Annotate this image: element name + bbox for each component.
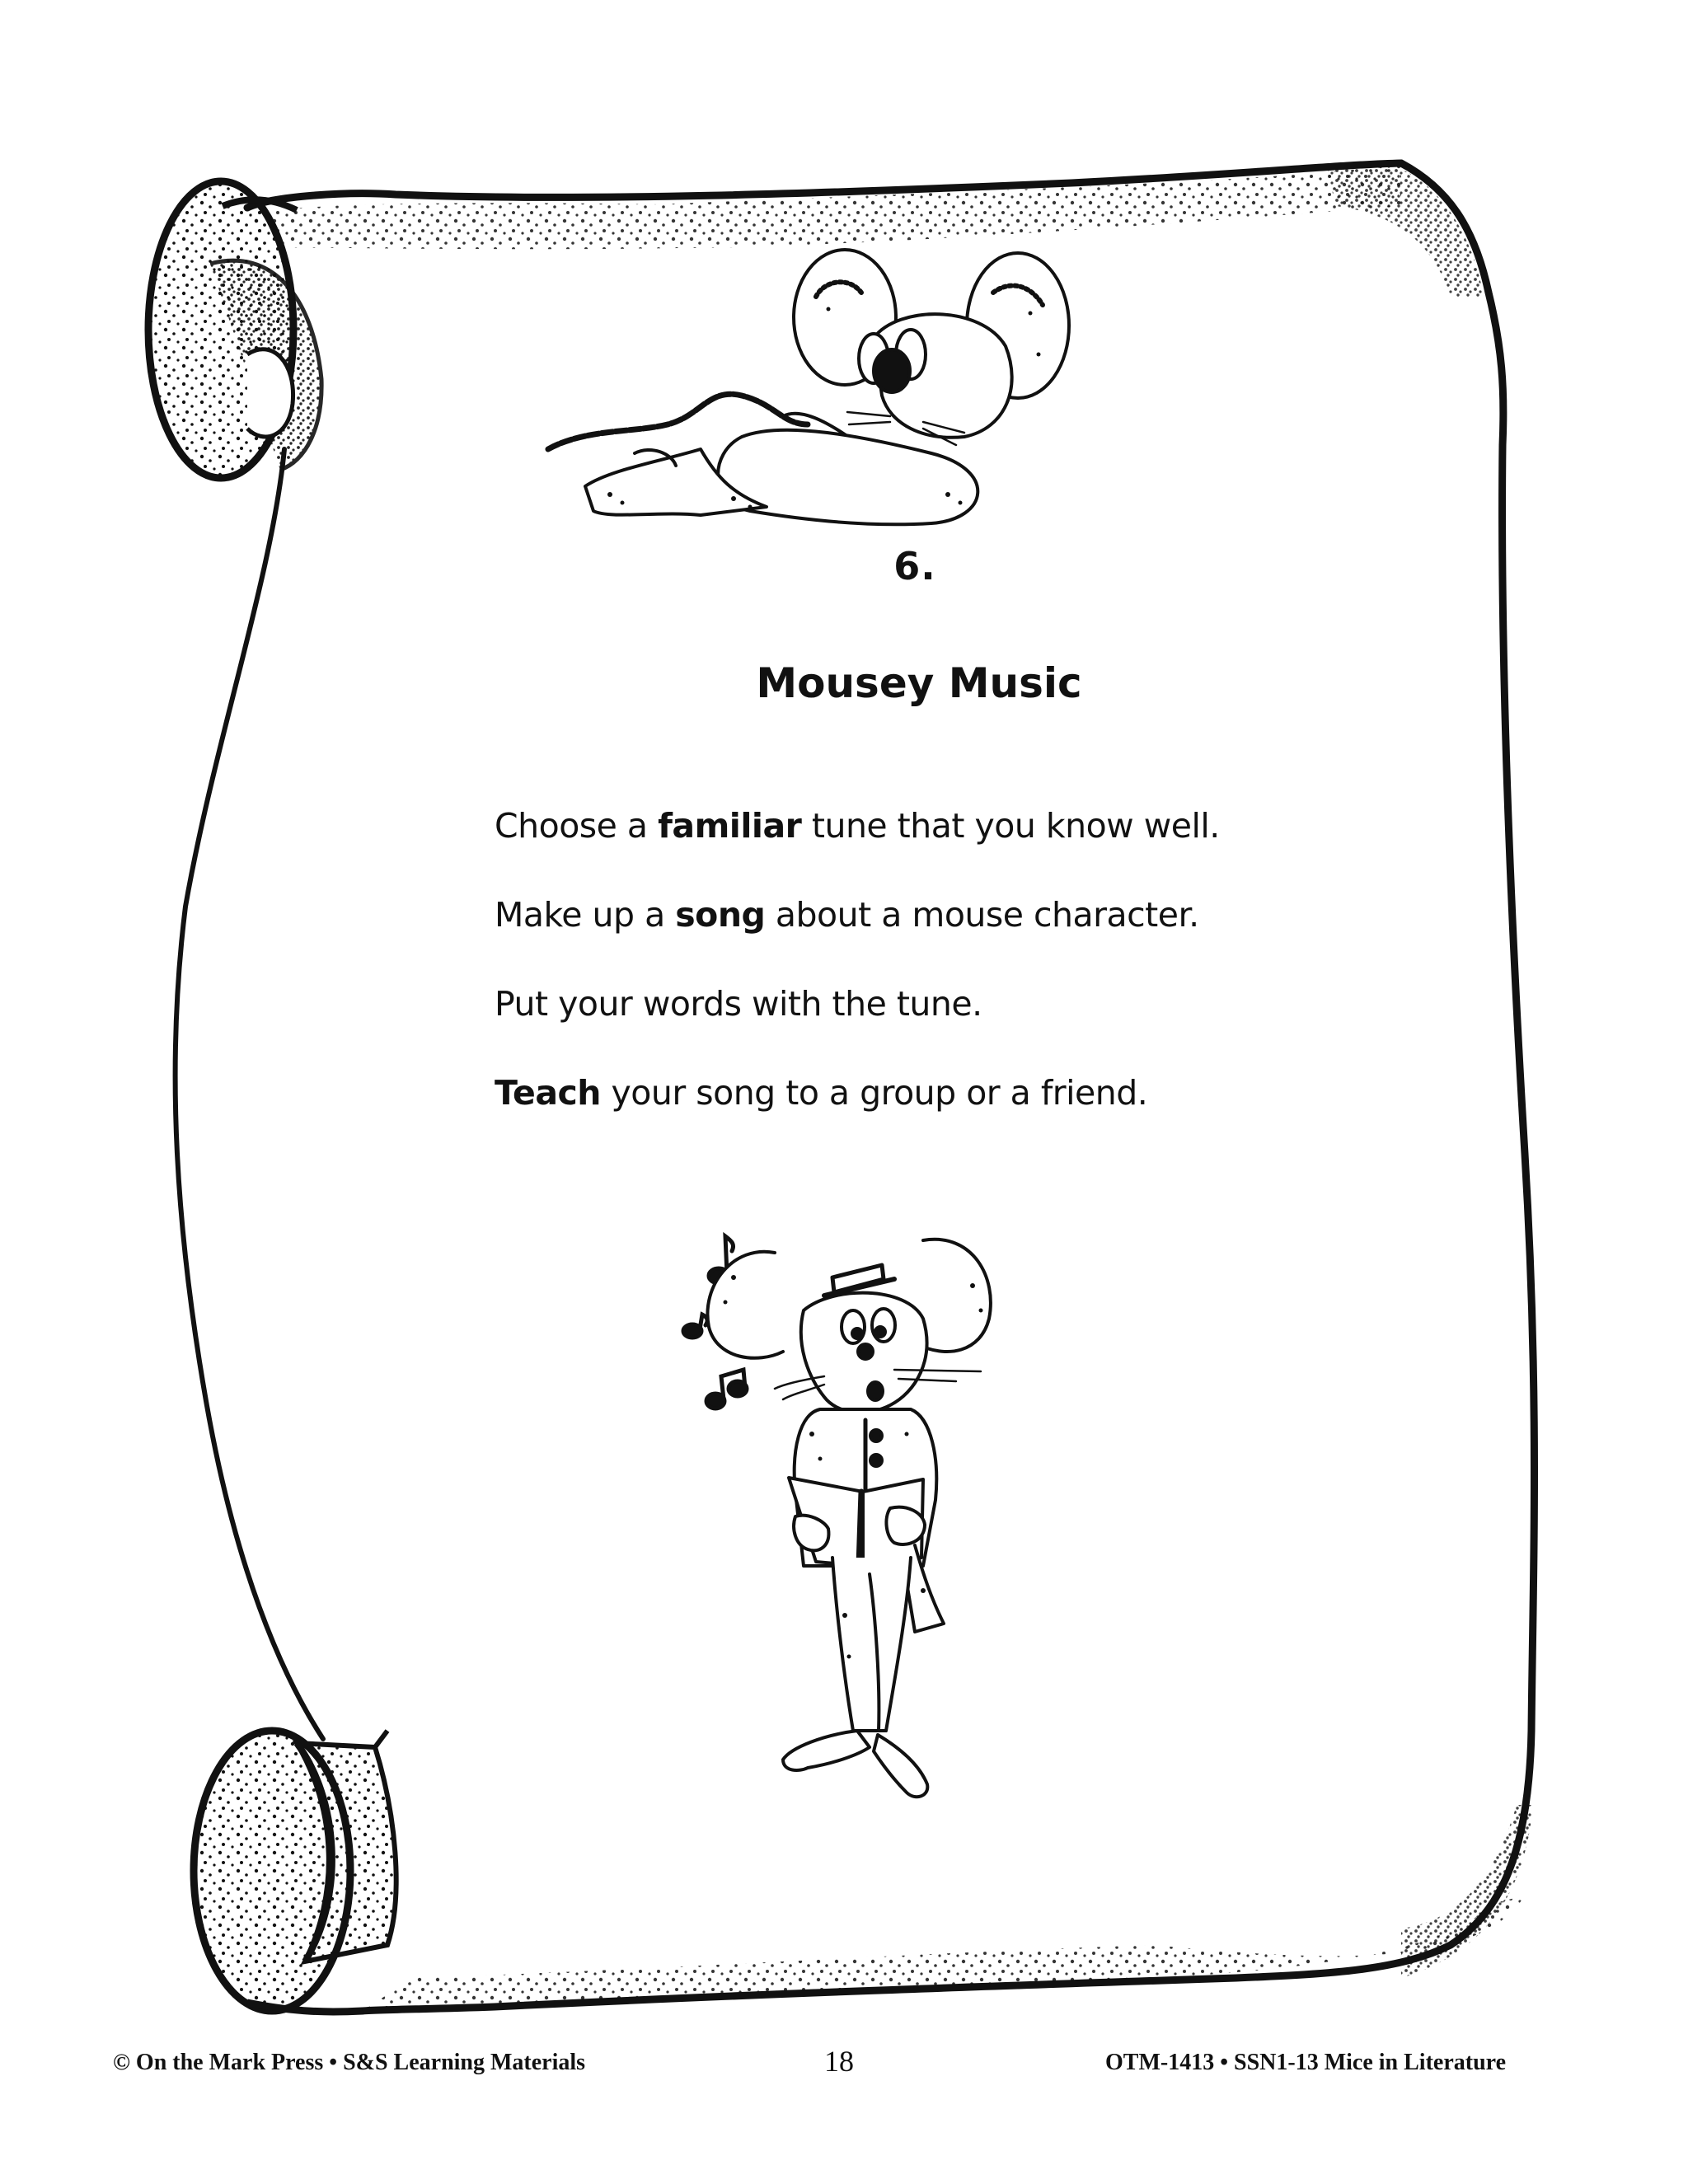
singing-mouse-with-songbook-illustration (659, 1220, 1039, 1920)
instruction-line-3: Put your words with the tune. (495, 984, 982, 1024)
activity-number: 6. (893, 544, 936, 588)
instruction-list (495, 806, 1319, 1165)
emphasis-word: song (675, 895, 766, 935)
instruction-line-1: Choose a familiar tune that you know well. (495, 806, 1220, 846)
reclining-mouse-illustration (536, 247, 1113, 544)
instruction-line-2: Make up a song about a mouse character. (495, 895, 1199, 935)
emphasis-word: familiar (658, 806, 802, 846)
emphasis-word: Teach (495, 1073, 601, 1113)
instruction-line-4: Teach your song to a group or a friend. (495, 1073, 1148, 1113)
page-number: 18 (824, 2045, 854, 2078)
footer-copyright: © On the Mark Press • S&S Learning Materials (113, 2050, 586, 2075)
footer-book-code: OTM-1413 • SSN1-13 Mice in Literature (1105, 2050, 1506, 2075)
activity-title: Mousey Music (756, 659, 1082, 707)
